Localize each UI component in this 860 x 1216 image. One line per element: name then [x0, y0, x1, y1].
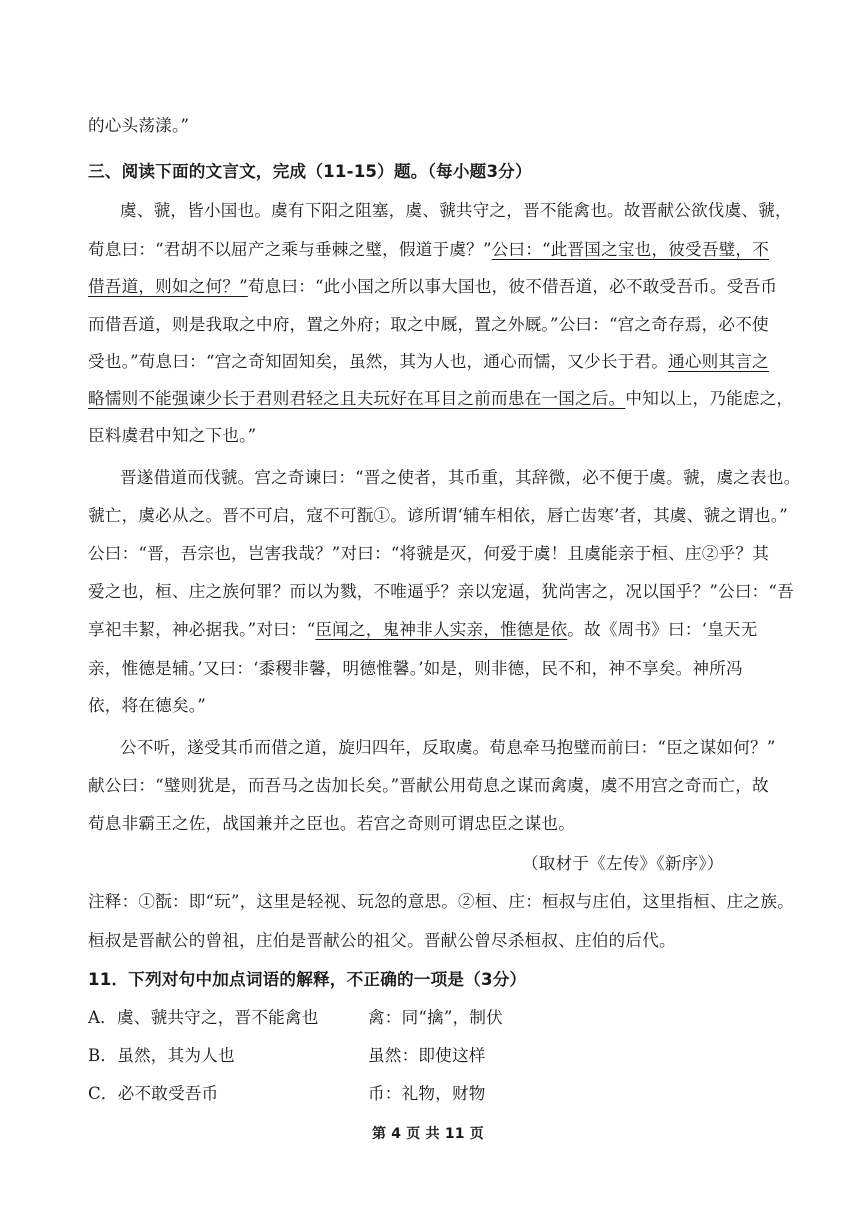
option-c-sentence: C．必不敢受吾币	[88, 1084, 219, 1103]
passage-line: 公曰：“晋，吾宗也，岂害我哉？”对曰：“将虢是灭，何爱于虞！且虞能亲于桓、庄②乎？其	[88, 544, 770, 563]
passage-line: 受也。”荀息曰：“宫之奇知固知矣，虽然，其为人也，通心而懦，又少长于君。通心则其言之	[88, 352, 769, 371]
underlined-sentence: 通心则其言之	[668, 352, 769, 371]
passage-line: 献公曰：“璧则犹是，而吾马之齿加长矣。”晋献公用荀息之谋而禽虞，虞不用宫之奇而亡，故	[88, 776, 769, 795]
underlined-sentence: 借吾道，则如之何？”	[88, 277, 248, 296]
passage-line: 虢亡，虞必从之。晋不可启，寇不可翫①。谚所谓‘辅车相依，唇亡齿寒’者，其虞、虢之谓也。”	[88, 506, 788, 525]
passage-line: 借吾道，则如之何？”荀息曰：“此小国之所以事大国也，彼不借吾道，必不敢受吾币。受吾币	[88, 277, 778, 296]
passage-line: 晋遂借道而伐虢。宫之奇谏曰：“晋之使者，其币重，其辞微，必不便于虞。虢，虞之表也。	[120, 468, 801, 487]
passage-line: 依，将在德矣。”	[88, 696, 206, 715]
option-a-explanation: 禽：同“擒”，制伏	[368, 1008, 503, 1027]
underlined-sentence: 臣闻之，鬼神非人实亲，惟德是依	[315, 620, 568, 639]
passage-line: 而借吾道，则是我取之中府，置之外府；取之中厩，置之外厩。”公曰：“宫之奇存焉，必不使	[88, 315, 769, 334]
question-11-stem: 11．下列对句中加点词语的解释，不正确的一项是（3分）	[88, 970, 527, 989]
passage-line: 臣料虞君中知之下也。”	[88, 426, 257, 445]
passage-line: 亲，惟德是辅。’又曰：‘黍稷非馨，明德惟馨。’如是，则非德，民不和，神不享矣。神所冯	[88, 659, 743, 678]
text-line: 的心头荡漾。”	[88, 116, 190, 135]
page-footer: 第 4 页 共 11 页	[372, 1126, 484, 1142]
passage-line: 爱之也，桓、庄之族何罪？而以为戮，不唯逼乎？亲以宠逼，犹尚害之，况以国乎？”公曰：“吾	[88, 582, 794, 601]
option-b-explanation: 虽然：即使这样	[368, 1046, 486, 1065]
annotation-line: 注释：①翫：即“玩”，这里是轻视、玩忽的意思。②桓、庄：桓叔与庄伯，这里指桓、庄之族。	[88, 892, 794, 911]
passage-line: 略懦则不能强谏少长于君则君轻之且夫玩好在耳目之前而患在一国之后。中知以上，乃能虑之，	[88, 389, 794, 408]
underlined-sentence: 公曰：“此晋国之宝也，彼受吾璧，不	[491, 240, 770, 259]
passage-line: 荀息非霸王之佐，战国兼并之臣也。若宫之奇则可谓忠臣之谋也。	[88, 814, 576, 833]
underlined-sentence: 略懦则不能强谏少长于君则君轻之且夫玩好在耳目之前而患在一国之后。	[88, 389, 626, 408]
option-c-explanation: 币：礼物，财物	[368, 1084, 486, 1103]
source-citation: （取材于《左传》《新序》）	[522, 854, 724, 873]
passage-line: 享祀丰絜，神必据我。”对曰：“臣闻之，鬼神非人实亲，惟德是依。故《周书》曰：‘皇天无	[88, 620, 758, 639]
option-b-sentence: B．虽然，其为人也	[88, 1046, 235, 1065]
option-a-sentence: A．虞、虢共守之，晋不能禽也	[88, 1008, 319, 1027]
section-heading: 三、阅读下面的文言文，完成（11-15）题。（每小题3分）	[88, 162, 532, 181]
passage-line: 公不听，遂受其币而借之道，旋归四年，反取虞。荀息牵马抱璧而前曰：“臣之谋如何？”	[120, 738, 776, 757]
annotation-line: 桓叔是晋献公的曾祖，庄伯是晋献公的祖父。晋献公曾尽杀桓叔、庄伯的后代。	[88, 931, 676, 950]
passage-line: 荀息曰：“君胡不以屈产之乘与垂棘之璧，假道于虞？”公曰：“此晋国之宝也，彼受吾璧，不	[88, 240, 770, 259]
passage-line: 虞、虢，皆小国也。虞有下阳之阻塞，虞、虢共守之，晋不能禽也。故晋献公欲伐虞、虢，	[120, 201, 792, 220]
